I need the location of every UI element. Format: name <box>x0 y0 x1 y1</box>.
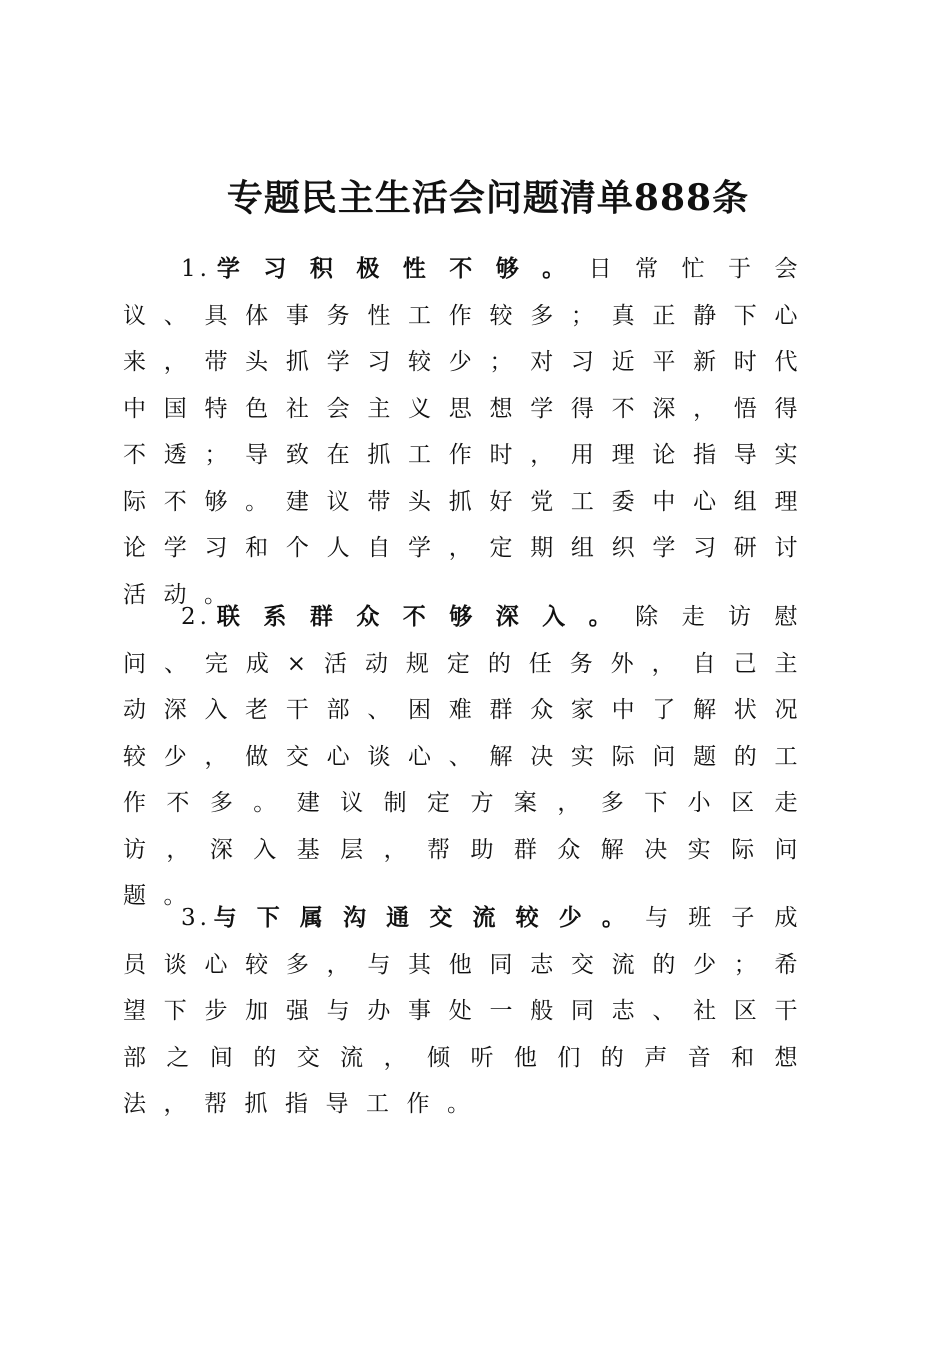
item-number: 3. <box>181 905 211 931</box>
item-number: 2. <box>181 604 211 630</box>
page-title: 专题民主生活会问题清单888条 <box>226 177 750 219</box>
item-body: 日常忙于会议、具体事务性工作较多；真正静下心来，带头抓学习较少；对习近平新时代中国特色社会主义思想学得不深，悟得不透；导致在抓工作时，用理论指导实际不够。建议带头抓好党工委中心组理论学习和个人自学，定期组织学习研讨活动。 <box>123 256 816 608</box>
item-body: 与班子成员谈心较多，与其他同志交流的少；希望下步加强与办事处一般同志、社区干部之间的交流，倾听他们的声音和想法，帮抓指导工作。 <box>123 905 816 1117</box>
item-heading: 联系群众不够深入。 <box>210 603 636 630</box>
list-item <box>123 895 815 1128</box>
list-item <box>123 246 815 618</box>
item-body: 除走访慰问、完成×活动规定的任务外，自己主动深入老干部、困难群众家中了解状况较少，做交心谈心、解决实际问题的工作不多。建议制定方案，多下小区走访，深入基层，帮助群众解决实际问题。 <box>123 604 816 909</box>
item-heading: 学习积极性不够。 <box>210 255 589 282</box>
list-item <box>123 594 815 920</box>
item-number: 1. <box>181 256 211 282</box>
item-heading: 与下属沟通交流较少。 <box>210 904 646 931</box>
